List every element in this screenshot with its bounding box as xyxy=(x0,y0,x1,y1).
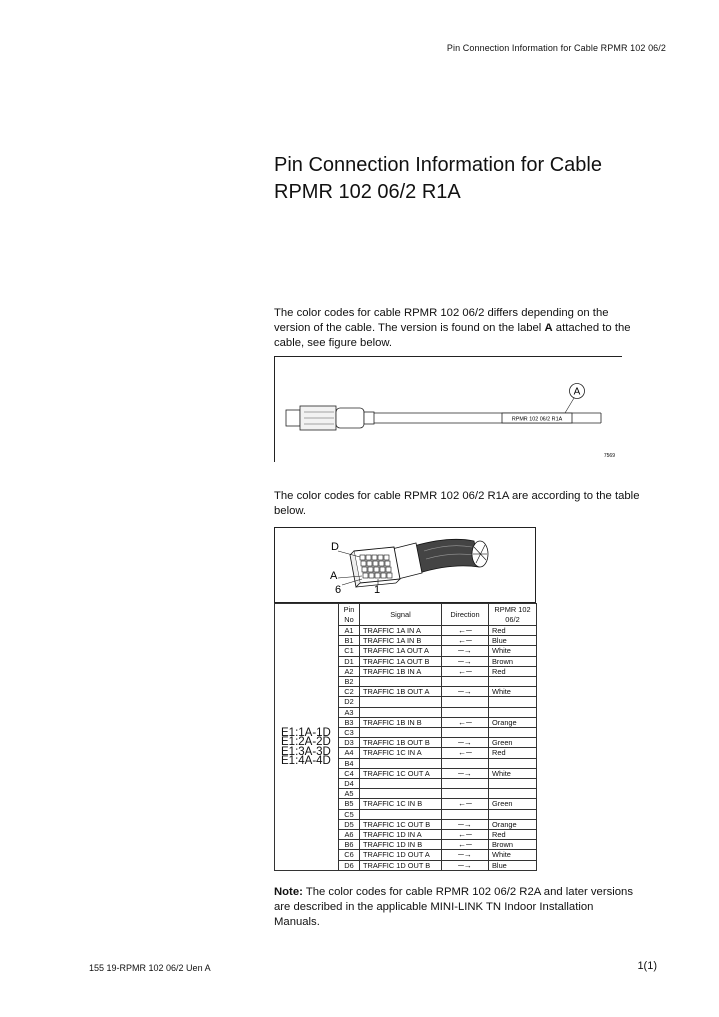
note-label: Note: xyxy=(274,886,303,898)
color-cell xyxy=(489,758,537,768)
direction-cell xyxy=(442,758,489,768)
direction-cell xyxy=(442,728,489,738)
pin-cell: C6 xyxy=(339,850,360,860)
signal-cell: TRAFFIC 1A OUT B xyxy=(360,656,442,666)
color-cell xyxy=(489,677,537,687)
arrow-left-icon: ←─ xyxy=(458,666,472,676)
pin-cell: A2 xyxy=(339,666,360,676)
figure-number: 7569 xyxy=(603,453,615,459)
arrow-left-icon: ←─ xyxy=(458,840,472,850)
title-line-2: RPMR 102 06/2 R1A xyxy=(274,181,461,203)
pin-cell: D2 xyxy=(339,697,360,707)
footer-page-number: 1(1) xyxy=(637,960,657,972)
arrow-right-icon: ─→ xyxy=(458,860,472,870)
intro-paragraph xyxy=(274,306,644,351)
color-cell: Blue xyxy=(489,860,537,870)
color-cell: Green xyxy=(489,799,537,809)
pin-cell: D3 xyxy=(339,738,360,748)
signal-cell: TRAFFIC 1D OUT A xyxy=(360,850,442,860)
pin-cell: C2 xyxy=(339,687,360,697)
direction-cell xyxy=(442,809,489,819)
color-cell: White xyxy=(489,646,537,656)
arrow-right-icon: ─→ xyxy=(458,819,472,829)
color-cell: Orange xyxy=(489,717,537,727)
color-cell: Red xyxy=(489,830,537,840)
cable-label-text: RPMR 102 06/2 R1A xyxy=(511,416,563,423)
direction-cell xyxy=(442,860,489,870)
callout-letter: A xyxy=(573,386,581,398)
cable-label-figure xyxy=(274,356,622,462)
color-cell: White xyxy=(489,850,537,860)
header-direction: Direction xyxy=(442,604,489,626)
note-text: The color codes for cable RPMR 102 06/2 R2A and later versions are described in the applicable MINI-LINK TN Indoor Installation Manuals. xyxy=(274,886,633,928)
color-cell: White xyxy=(489,687,537,697)
color-cell: White xyxy=(489,768,537,778)
signal-cell xyxy=(360,707,442,717)
arrow-left-icon: ←─ xyxy=(458,626,472,635)
arrow-right-icon: ─→ xyxy=(458,687,472,697)
direction-cell xyxy=(442,687,489,697)
pin-cell: C5 xyxy=(339,809,360,819)
direction-cell xyxy=(442,697,489,707)
direction-cell xyxy=(442,646,489,656)
pin-label-a: A xyxy=(330,570,338,582)
direction-cell xyxy=(442,738,489,748)
signal-cell: TRAFFIC 1C OUT B xyxy=(360,819,442,829)
pin-cell: A5 xyxy=(339,789,360,799)
pin-cell: B6 xyxy=(339,840,360,850)
arrow-right-icon: ─→ xyxy=(458,738,472,748)
pin-cell: A6 xyxy=(339,830,360,840)
footer-doc-number: 155 19-RPMR 102 06/2 Uen A xyxy=(89,963,211,973)
direction-cell xyxy=(442,850,489,860)
arrow-right-icon: ─→ xyxy=(458,646,472,656)
color-cell xyxy=(489,707,537,717)
arrow-right-icon: ─→ xyxy=(458,656,472,666)
direction-cell xyxy=(442,768,489,778)
signal-cell xyxy=(360,758,442,768)
arrow-left-icon: ←─ xyxy=(458,717,472,727)
title-line-1: Pin Connection Information for Cable xyxy=(274,154,602,176)
pin-cell: D1 xyxy=(339,656,360,666)
color-cell xyxy=(489,779,537,789)
table-row xyxy=(275,626,537,636)
signal-cell: TRAFFIC 1A OUT A xyxy=(360,646,442,656)
direction-cell xyxy=(442,636,489,646)
direction-cell xyxy=(442,748,489,758)
pin-cell: B3 xyxy=(339,717,360,727)
color-cell: Green xyxy=(489,738,537,748)
color-cell: Brown xyxy=(489,840,537,850)
header-color: RPMR 102 06/2 xyxy=(489,604,537,626)
connector-label: E1:3A-3D xyxy=(281,745,331,758)
signal-cell: TRAFFIC 1C OUT A xyxy=(360,768,442,778)
direction-cell xyxy=(442,677,489,687)
connector-label: E1:1A-1D xyxy=(281,727,331,740)
signal-cell: TRAFFIC 1A IN A xyxy=(360,626,442,636)
intro-text-after: attached to the cable, see figure below. xyxy=(274,322,631,349)
arrow-left-icon: ←─ xyxy=(458,830,472,840)
pin-cell: B2 xyxy=(339,677,360,687)
color-cell xyxy=(489,728,537,738)
page-title xyxy=(274,152,674,206)
arrow-left-icon: ←─ xyxy=(458,748,472,758)
pin-cell: D6 xyxy=(339,860,360,870)
signal-cell xyxy=(360,697,442,707)
direction-cell xyxy=(442,819,489,829)
arrow-left-icon: ←─ xyxy=(458,636,472,646)
color-cell xyxy=(489,789,537,799)
pin-cell: C1 xyxy=(339,646,360,656)
signal-cell xyxy=(360,789,442,799)
intro-label-letter: A xyxy=(544,322,553,334)
signal-cell: TRAFFIC 1D IN B xyxy=(360,840,442,850)
signal-cell: TRAFFIC 1B OUT A xyxy=(360,687,442,697)
signal-cell: TRAFFIC 1D OUT B xyxy=(360,860,442,870)
arrow-right-icon: ─→ xyxy=(458,768,472,778)
header-signal: Signal xyxy=(360,604,442,626)
signal-cell: TRAFFIC 1C IN B xyxy=(360,799,442,809)
pin-label-1: 1 xyxy=(374,584,381,596)
pin-cell: B4 xyxy=(339,758,360,768)
color-cell xyxy=(489,809,537,819)
arrow-right-icon: ─→ xyxy=(458,850,472,860)
color-cell: Red xyxy=(489,666,537,676)
pin-connection-table xyxy=(274,603,537,871)
header-pin: Pin No xyxy=(339,604,360,626)
signal-cell: TRAFFIC 1D IN A xyxy=(360,830,442,840)
direction-cell xyxy=(442,799,489,809)
color-cell: Blue xyxy=(489,636,537,646)
pin-cell: B5 xyxy=(339,799,360,809)
color-cell: Orange xyxy=(489,819,537,829)
direction-cell xyxy=(442,626,489,636)
color-cell: Brown xyxy=(489,656,537,666)
signal-cell xyxy=(360,809,442,819)
color-cell: Red xyxy=(489,748,537,758)
signal-cell: TRAFFIC 1B IN B xyxy=(360,717,442,727)
running-header: Pin Connection Information for Cable RPMR 102 06/2 xyxy=(446,43,666,53)
connector-label: E1:2A-2D xyxy=(281,736,331,749)
note-paragraph xyxy=(274,885,634,930)
pin-cell: A4 xyxy=(339,748,360,758)
header-blank xyxy=(275,604,339,626)
pin-label-6: 6 xyxy=(335,584,342,596)
table-header-row xyxy=(275,604,537,626)
direction-cell xyxy=(442,717,489,727)
pin-cell: D5 xyxy=(339,819,360,829)
signal-cell xyxy=(360,779,442,789)
direction-cell xyxy=(442,830,489,840)
direction-cell xyxy=(442,666,489,676)
signal-cell: TRAFFIC 1A IN B xyxy=(360,636,442,646)
direction-cell xyxy=(442,779,489,789)
connector-pin-figure xyxy=(274,527,536,603)
connector-labels xyxy=(275,626,339,871)
direction-cell xyxy=(442,840,489,850)
signal-cell xyxy=(360,728,442,738)
color-cell xyxy=(489,697,537,707)
pin-label-d: D xyxy=(331,541,339,553)
arrow-left-icon: ←─ xyxy=(458,799,472,809)
pin-cell: C3 xyxy=(339,728,360,738)
signal-cell: TRAFFIC 1B OUT B xyxy=(360,738,442,748)
connector-label: E1:4A-4D xyxy=(281,754,331,767)
pin-cell: C4 xyxy=(339,768,360,778)
pin-cell: D4 xyxy=(339,779,360,789)
signal-cell xyxy=(360,677,442,687)
signal-cell: TRAFFIC 1C IN A xyxy=(360,748,442,758)
pin-cell: B1 xyxy=(339,636,360,646)
table-intro-paragraph: The color codes for cable RPMR 102 06/2 R1A are according to the table below. xyxy=(274,490,640,517)
pin-cell: A1 xyxy=(339,626,360,636)
direction-cell xyxy=(442,656,489,666)
pin-cell: A3 xyxy=(339,707,360,717)
signal-cell: TRAFFIC 1B IN A xyxy=(360,666,442,676)
intro-text-before: The color codes for cable RPMR 102 06/2 differs depending on the version of the cable. The version is found on the label xyxy=(274,307,609,334)
direction-cell xyxy=(442,789,489,799)
direction-cell xyxy=(442,707,489,717)
color-cell: Red xyxy=(489,626,537,636)
